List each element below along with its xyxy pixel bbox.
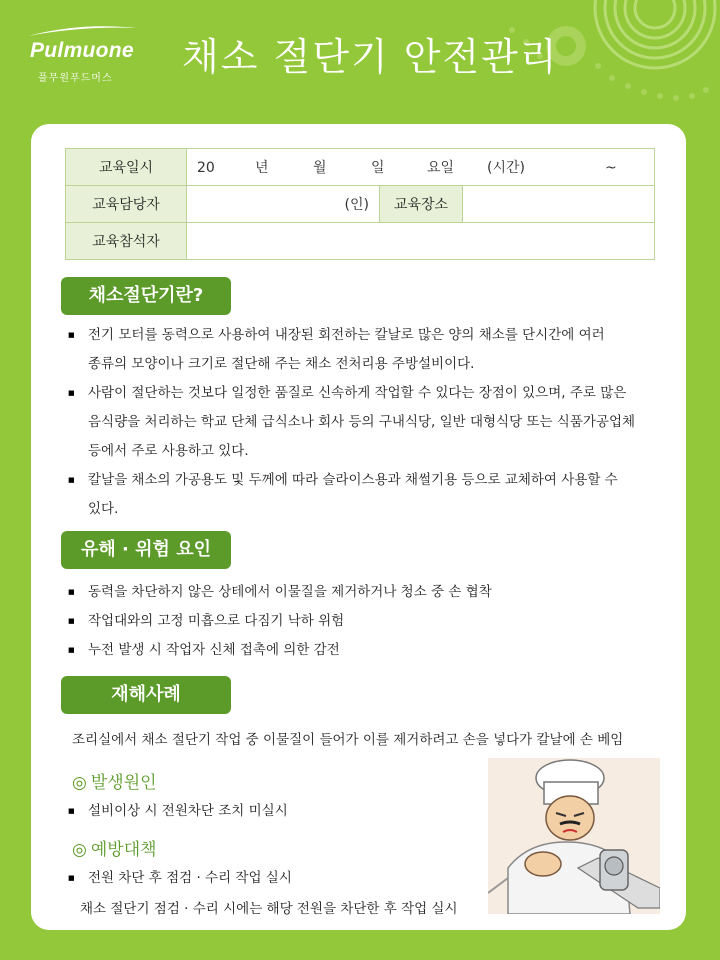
prevention-heading xyxy=(72,835,157,860)
prevention-list xyxy=(68,864,292,893)
education-date-label: 교육일시 xyxy=(66,149,187,186)
prevention-heading-label: 예방대책 xyxy=(90,840,157,860)
double-circle-icon: ◎ xyxy=(72,773,87,793)
date-part: 일 xyxy=(371,160,385,176)
education-info-table xyxy=(65,148,655,260)
hazards-list xyxy=(68,578,492,665)
table-row xyxy=(66,186,655,223)
date-part: ~ xyxy=(605,160,617,176)
chef-illustration xyxy=(488,758,660,914)
logo-wordmark: Pulmuone xyxy=(30,39,134,62)
education-place-field[interactable] xyxy=(463,186,655,223)
page-title: 채소 절단기 안전관리 xyxy=(182,35,559,79)
table-row xyxy=(66,223,655,260)
list-item: ■ 전기 모터를 동력으로 사용하여 내장된 회전하는 칼날로 많은 양의 채소를 단시간에 여러 종류의 모양이나 크기로 절단해 주는 채소 전처리용 주방설비이다. xyxy=(68,321,678,379)
list-item: ■ 사람이 절단하는 것보다 일정한 품질로 신속하게 작업할 수 있다는 장점이 있으며, 주로 많은 음식량을 처리하는 학교 단체 급식소나 회사 등의 구내식당, 일반 대형식당 또는 식품가공업체 등에서 주로 사용하고 있다. xyxy=(68,379,678,466)
date-part: 20 xyxy=(197,160,215,176)
section-title-hazards: 유해 · 위험 요인 xyxy=(61,531,231,569)
seal-text: (인) xyxy=(344,197,369,213)
logo-subtitle: 풀무원푸드머스 xyxy=(38,73,113,84)
cause-list xyxy=(68,797,288,826)
cause-heading-label: 발생원인 xyxy=(90,773,157,793)
section-title-definition: 채소절단기란? xyxy=(61,277,231,315)
section-title-accident-case: 재해사례 xyxy=(61,676,231,714)
header xyxy=(0,0,720,120)
education-manager-label: 교육담당자 xyxy=(66,186,187,223)
list-item: ■ 칼날을 채소의 가공용도 및 두께에 따라 슬라이스용과 채썰기용 등으로 교체하여 사용할 수 있다. xyxy=(68,466,678,524)
list-item: ■ 설비이상 시 전원차단 조치 미실시 xyxy=(68,797,288,826)
list-item: ■ 누전 발생 시 작업자 신체 접촉에 의한 감전 xyxy=(68,636,492,665)
definition-list xyxy=(68,321,678,524)
prevention-note: 채소 절단기 점검 · 수리 시에는 해당 전원을 차단한 후 작업 실시 xyxy=(80,901,458,917)
cause-heading xyxy=(72,768,157,793)
education-attendee-field[interactable] xyxy=(187,223,655,260)
date-part: 월 xyxy=(313,160,327,176)
list-item: ■ 동력을 차단하지 않은 상테에서 이물질을 제거하거나 청소 중 손 협착 xyxy=(68,578,492,607)
list-item: ■ 작업대와의 고정 미흡으로 다짐기 낙하 위험 xyxy=(68,607,492,636)
education-attendee-label: 교육참석자 xyxy=(66,223,187,260)
date-part: 년 xyxy=(255,160,269,176)
double-circle-icon: ◎ xyxy=(72,840,87,860)
pulmuone-logo xyxy=(26,22,156,92)
table-row xyxy=(66,149,655,186)
date-part: 요일 xyxy=(427,160,455,176)
date-part: (시간) xyxy=(487,160,525,176)
education-date-field[interactable] xyxy=(187,149,655,186)
education-place-label: 교육장소 xyxy=(380,186,463,223)
education-manager-field[interactable] xyxy=(187,186,380,223)
list-item: ■ 전원 차단 후 점검 · 수리 작업 실시 xyxy=(68,864,292,893)
accident-case-text: 조리실에서 채소 절단기 작업 중 이물질이 들어가 이를 제거하려고 손을 넣다가 칼날에 손 베임 xyxy=(72,732,624,748)
